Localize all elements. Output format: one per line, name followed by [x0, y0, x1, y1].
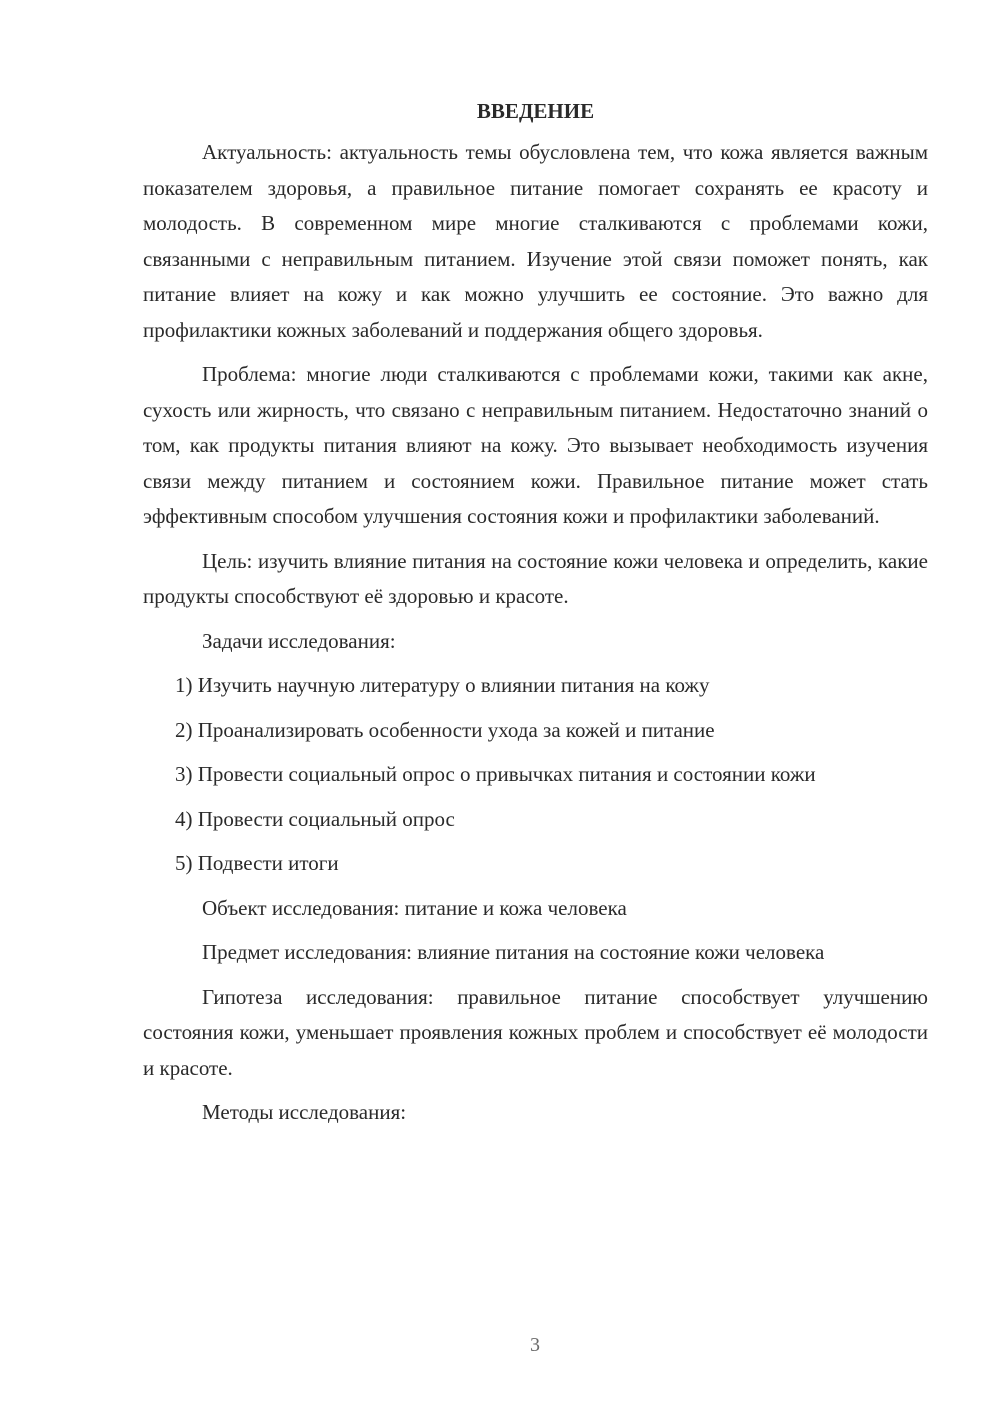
paragraph-subject: Предмет исследования: влияние питания на состояние кожи человека — [202, 940, 825, 964]
paragraph-relevance: Актуальность: актуальность темы обусловлена тем, что кожа является важным показателем здоровья, а правильное питание помогает сохранять ее красоту и молодость. В современном мире многие сталкиваются с проблемами кожи, связанными с неправильным питанием. Изучение этой связи поможет понять, как питание влияет на кожу и как можно улучшить ее состояние. Это важно для профилактики кожных заболеваний и поддержания общего здоровья. — [143, 140, 928, 342]
page-number: 3 — [530, 1334, 540, 1356]
paragraph-goal: Цель: изучить влияние питания на состояние кожи человека и определить, какие продукты способствуют её здоровью и красоте. — [143, 548, 928, 608]
tasks-heading: Задачи исследования: — [202, 628, 396, 653]
paragraph-hypothesis: Гипотеза исследования: правильное питание способствует улучшению состояния кожи, уменьшает проявления кожных проблем и способствует её молодости и красоте. — [143, 984, 928, 1080]
task-item-4: 4) Провести социальный опрос — [175, 806, 455, 831]
paragraph-object: Объект исследования: питание и кожа человека — [202, 895, 627, 920]
paragraph-problem: Проблема: многие люди сталкиваются с проблемами кожи, такими как акне, сухость или жирность, что связано с неправильным питанием. Недостаточно знаний о том, как продукты питания влияют на кожу. Это вызывает необходимость изучения связи между питанием и состоянием кожи. Правильное питание может стать эффективным способом улучшения состояния кожи и профилактики заболеваний. — [143, 362, 928, 528]
page-title: ВВЕДЕНИЕ — [476, 99, 595, 123]
task-item-3: 3) Провести социальный опрос о привычках питания и состоянии кожи — [175, 762, 816, 786]
methods-heading: Методы исследования: — [202, 1100, 407, 1124]
page-content — [143, 96, 928, 1140]
task-item-5: 5) Подвести итоги — [175, 851, 339, 875]
task-item-2: 2) Проанализировать особенности ухода за кожей и питание — [175, 717, 715, 742]
task-item-1: 1) Изучить научную литературу о влиянии питания на кожу — [175, 673, 710, 697]
